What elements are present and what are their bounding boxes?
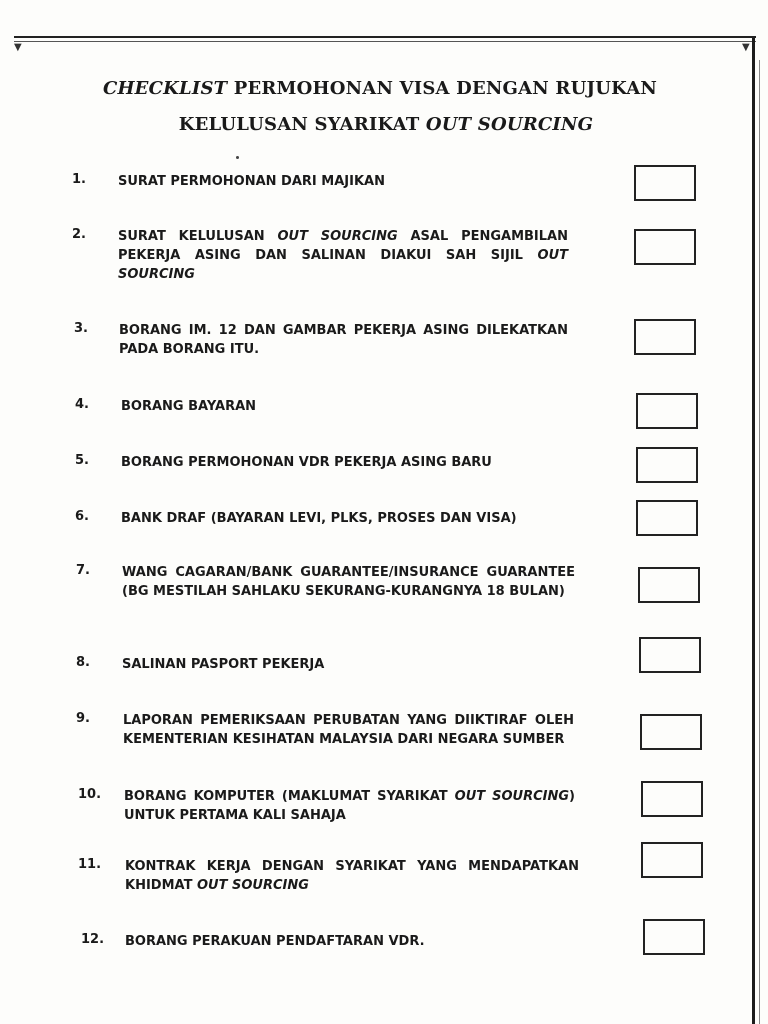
item-text-part: ASAL PENGAMBILAN PEKERJA ASING DAN SALINAN DIAKUI SAH SIJIL [118, 229, 568, 263]
item-number: 3. [74, 321, 88, 336]
scan-speck [236, 156, 239, 159]
right-border-line-inner [759, 60, 760, 1024]
item-text [121, 509, 561, 528]
item-text [123, 711, 574, 749]
item-text-italic: OUT SOURCING [454, 789, 570, 804]
checkbox[interactable] [636, 447, 698, 483]
item-text [121, 453, 561, 472]
item-text [119, 321, 568, 359]
item-text-italic: OUT SOURCING [196, 878, 309, 893]
item-text-part: SURAT KELULUSAN [118, 229, 278, 244]
corner-mark-icon: ▼ [742, 42, 750, 53]
item-text-part: BORANG PERAKUAN PENDAFTARAN VDR. [125, 934, 425, 949]
item-text [122, 563, 575, 601]
top-border-line-inner [14, 41, 756, 42]
item-number: 9. [76, 711, 90, 726]
right-border-line [752, 38, 755, 1024]
item-text [125, 932, 565, 951]
checkbox[interactable] [634, 319, 696, 355]
item-text-part: WANG CAGARAN/BANK GUARANTEE/INSURANCE GUARANTEE (BG MESTILAH SAHLAKU SEKURANG-KURANGNYA 18 BULAN) [122, 565, 575, 599]
checkbox[interactable] [638, 567, 700, 603]
checkbox[interactable] [634, 165, 696, 201]
document-title-line-1: CHECKLIST PERMOHONAN VISA DENGAN RUJUKAN [102, 78, 658, 99]
checkbox[interactable] [643, 919, 705, 955]
item-text-part: SALINAN PASPORT PEKERJA [122, 657, 325, 672]
checkbox[interactable] [634, 229, 696, 265]
item-text [124, 787, 575, 825]
item-text-part: ) UNTUK PERTAMA KALI SAHAJA [124, 789, 575, 823]
checkbox[interactable] [636, 393, 698, 429]
corner-mark-icon: ▼ [14, 42, 22, 53]
item-number: 11. [78, 857, 102, 872]
item-text-part: BORANG KOMPUTER (MAKLUMAT SYARIKAT [124, 789, 455, 804]
item-text-italic: OUT SOURCING [277, 229, 398, 244]
item-text [121, 397, 561, 416]
item-text-part: SURAT PERMOHONAN DARI MAJIKAN [118, 174, 385, 189]
item-text-part: KONTRAK KERJA DENGAN SYARIKAT YANG MENDAPATKAN KHIDMAT [125, 859, 579, 893]
checkbox[interactable] [640, 714, 702, 750]
checkbox[interactable] [641, 842, 703, 878]
item-number: 6. [75, 509, 89, 524]
item-number: 12. [81, 932, 105, 947]
item-text [125, 857, 579, 895]
item-number: 2. [72, 227, 86, 242]
item-text-italic: OUT SOURCING [118, 248, 568, 282]
top-border-line [14, 36, 756, 38]
item-text-part: LAPORAN PEMERIKSAAN PERUBATAN YANG DIIKTIRAF OLEH KEMENTERIAN KESIHATAN MALAYSIA DARI NEGARA SUMBER [123, 713, 574, 747]
item-text-part: BORANG IM. 12 DAN GAMBAR PEKERJA ASING DILEKATKAN PADA BORANG ITU. [119, 323, 568, 357]
checkbox[interactable] [639, 637, 701, 673]
item-number: 4. [75, 397, 89, 412]
item-text-part: BORANG BAYARAN [121, 399, 257, 414]
item-number: 10. [78, 787, 102, 802]
item-number: 1. [72, 172, 86, 187]
checkbox[interactable] [636, 500, 698, 536]
checkbox[interactable] [641, 781, 703, 817]
item-text [122, 655, 562, 674]
document-title-line-2: KELULUSAN SYARIKAT OUT SOURCING [178, 114, 594, 135]
item-text-part: BORANG PERMOHONAN VDR PEKERJA ASING BARU [121, 455, 492, 470]
item-number: 5. [75, 453, 89, 468]
item-number: 7. [76, 563, 90, 578]
item-text-part: BANK DRAF (BAYARAN LEVI, PLKS, PROSES DAN VISA) [121, 511, 517, 526]
item-text [118, 172, 578, 191]
item-text [118, 227, 568, 284]
item-number: 8. [76, 655, 90, 670]
